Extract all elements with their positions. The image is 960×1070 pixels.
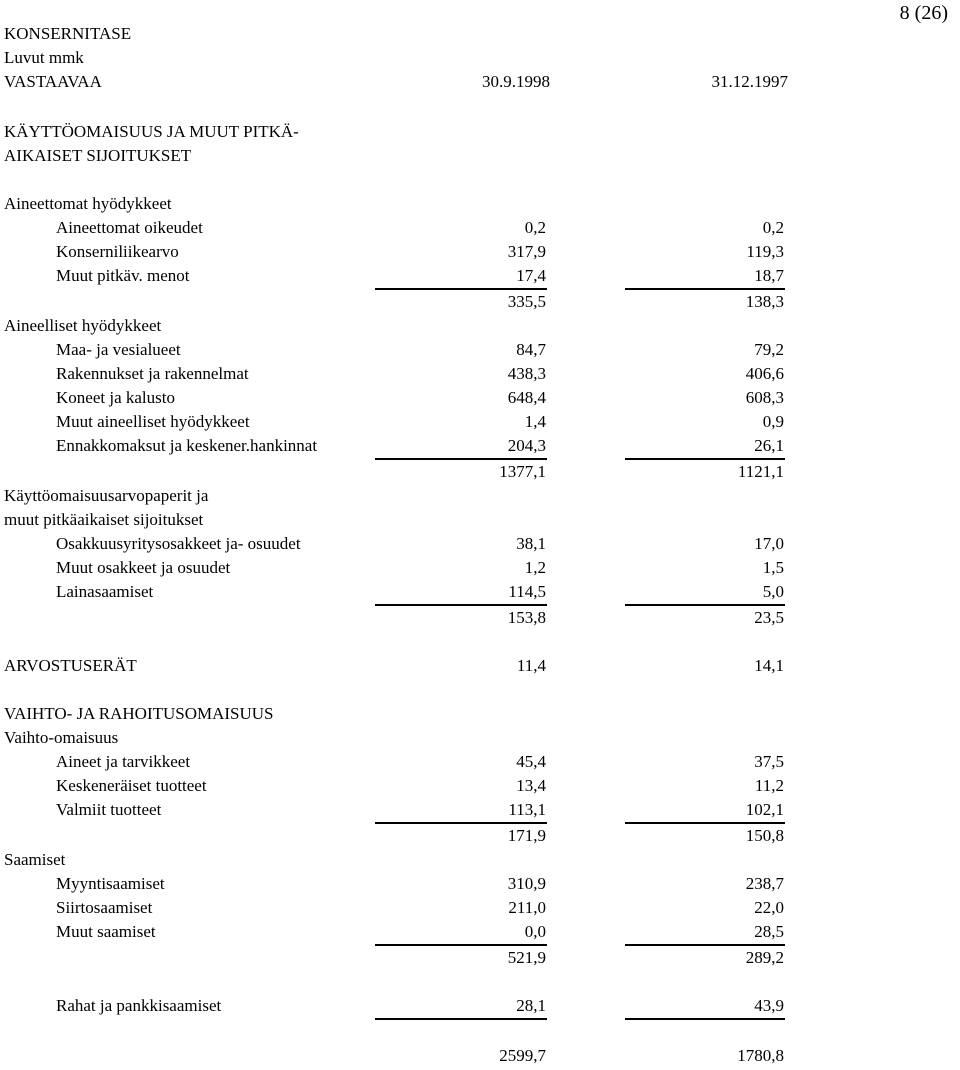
table-row: [0, 946, 960, 970]
table-row: [0, 606, 960, 630]
row-label: Ennakkomaksut ja keskener.hankinnat: [56, 436, 318, 455]
section-title: VASTAAVAA: [4, 72, 102, 91]
value-previous: 79,2: [754, 340, 784, 359]
value-previous: 37,5: [754, 752, 784, 771]
value-previous: 238,7: [745, 874, 784, 893]
value-previous: 608,3: [745, 388, 784, 407]
table-row: [0, 726, 960, 750]
table-row: [0, 240, 960, 264]
row-label: Lainasaamiset: [56, 582, 154, 601]
table-row: [0, 848, 960, 872]
row-label: Muut pitkäv. menot: [56, 266, 190, 285]
value-previous: 102,1: [745, 800, 784, 819]
value-previous: 119,3: [746, 242, 784, 261]
table-row: [0, 120, 960, 144]
value-current: 648,4: [507, 388, 546, 407]
value-current: 438,3: [507, 364, 546, 383]
units-label: Luvut mmk: [4, 48, 84, 67]
value-current: 521,9: [507, 948, 546, 967]
value-current: 310,9: [507, 874, 546, 893]
value-previous: 150,8: [745, 826, 784, 845]
value-current: 13,4: [516, 776, 546, 795]
value-previous: 5,0: [762, 582, 784, 601]
value-previous: 11,2: [754, 776, 784, 795]
table-row: [0, 654, 960, 678]
table-row: [0, 386, 960, 410]
row-label: Konserniliikearvo: [56, 242, 179, 261]
table-row: [0, 508, 960, 532]
row-label: Aineettomat oikeudet: [56, 218, 203, 237]
value-previous: 0,2: [762, 218, 784, 237]
table-row: [0, 702, 960, 726]
value-previous: 18,7: [754, 266, 784, 285]
value-current: 0,0: [524, 922, 546, 941]
value-current: 204,3: [507, 436, 546, 455]
row-label: Rakennukset ja rakennelmat: [56, 364, 249, 383]
table-row: [0, 532, 960, 556]
row-label: Muut saamiset: [56, 922, 156, 941]
value-current: 317,9: [507, 242, 546, 261]
row-label: Koneet ja kalusto: [56, 388, 175, 407]
table-row: [0, 434, 960, 458]
row-label: Siirtosaamiset: [56, 898, 153, 917]
value-current: 113,1: [508, 800, 546, 819]
value-current: 17,4: [516, 266, 546, 285]
value-previous: 138,3: [745, 292, 784, 311]
table-row: [0, 798, 960, 822]
value-previous: 406,6: [745, 364, 784, 383]
row-label: Aineelliset hyödykkeet: [4, 316, 162, 335]
table-row: [0, 484, 960, 508]
value-current: 335,5: [507, 292, 546, 311]
report-title: KONSERNITASE: [4, 24, 132, 43]
value-current: 211,0: [508, 898, 546, 917]
row-label: Aineet ja tarvikkeet: [56, 752, 191, 771]
row-label: Myyntisaamiset: [56, 874, 165, 893]
table-row: [0, 290, 960, 314]
value-previous: 0,9: [762, 412, 784, 431]
table-row: [0, 824, 960, 848]
table-row: [0, 920, 960, 944]
table-row: [0, 144, 960, 168]
table-row: [0, 750, 960, 774]
table-row: [0, 774, 960, 798]
value-current: 114,5: [508, 582, 546, 601]
row-label: Muut osakkeet ja osuudet: [56, 558, 231, 577]
row-label: Maa- ja vesialueet: [56, 340, 181, 359]
page-number: 8 (26): [899, 2, 948, 24]
table-row: [0, 216, 960, 240]
table-row: [0, 872, 960, 896]
value-previous: 1121,1: [737, 462, 784, 481]
row-label: Rahat ja pankkisaamiset: [56, 996, 222, 1015]
value-current: 28,1: [516, 996, 546, 1015]
table-row: [0, 1044, 960, 1068]
row-label: Käyttöomaisuusarvopaperit ja: [4, 486, 209, 505]
value-previous: 17,0: [754, 534, 784, 553]
value-previous: 14,1: [754, 656, 784, 675]
table-row: [0, 362, 960, 386]
row-label: Valmiit tuotteet: [56, 800, 162, 819]
column-header-current: 30.9.1998: [482, 72, 550, 91]
value-previous: 1,5: [762, 558, 784, 577]
row-label: Osakkuusyritysosakkeet ja- osuudet: [56, 534, 301, 553]
row-label: Muut aineelliset hyödykkeet: [56, 412, 250, 431]
row-label: Vaihto-omaisuus: [4, 728, 119, 747]
subtotal-rule: [625, 1018, 785, 1020]
table-row: [0, 896, 960, 920]
row-label: VAIHTO- JA RAHOITUSOMAISUUS: [4, 704, 274, 723]
table-row: [0, 338, 960, 362]
table-row: [0, 994, 960, 1018]
value-current: 0,2: [524, 218, 546, 237]
value-previous: 22,0: [754, 898, 784, 917]
row-label: muut pitkäaikaiset sijoitukset: [4, 510, 204, 529]
value-current: 1,2: [524, 558, 546, 577]
column-header-previous: 31.12.1997: [711, 72, 788, 91]
value-previous: 289,2: [745, 948, 784, 967]
value-current: 84,7: [516, 340, 546, 359]
table-row: [0, 410, 960, 434]
table-row: [0, 580, 960, 604]
subtotal-rule: [375, 1018, 547, 1020]
value-previous: 26,1: [754, 436, 784, 455]
value-current: 2599,7: [499, 1046, 546, 1065]
value-current: 1,4: [524, 412, 546, 431]
row-label: Aineettomat hyödykkeet: [4, 194, 172, 213]
table-row: [0, 264, 960, 288]
value-current: 11,4: [516, 656, 546, 675]
value-current: 153,8: [507, 608, 546, 627]
value-previous: 43,9: [754, 996, 784, 1015]
table-row: [0, 460, 960, 484]
row-label: ARVOSTUSERÄT: [4, 656, 137, 675]
row-label: KÄYTTÖOMAISUUS JA MUUT PITKÄ-: [4, 122, 299, 141]
value-previous: 1780,8: [737, 1046, 784, 1065]
table-row: [0, 556, 960, 580]
table-row: [0, 314, 960, 338]
value-current: 45,4: [516, 752, 546, 771]
value-previous: 28,5: [754, 922, 784, 941]
row-label: Saamiset: [4, 850, 66, 869]
value-current: 171,9: [507, 826, 546, 845]
row-label: AIKAISET SIJOITUKSET: [4, 146, 192, 165]
table-row: [0, 192, 960, 216]
row-label: Keskeneräiset tuotteet: [56, 776, 207, 795]
value-current: 1377,1: [499, 462, 546, 481]
value-previous: 23,5: [754, 608, 784, 627]
value-current: 38,1: [516, 534, 546, 553]
